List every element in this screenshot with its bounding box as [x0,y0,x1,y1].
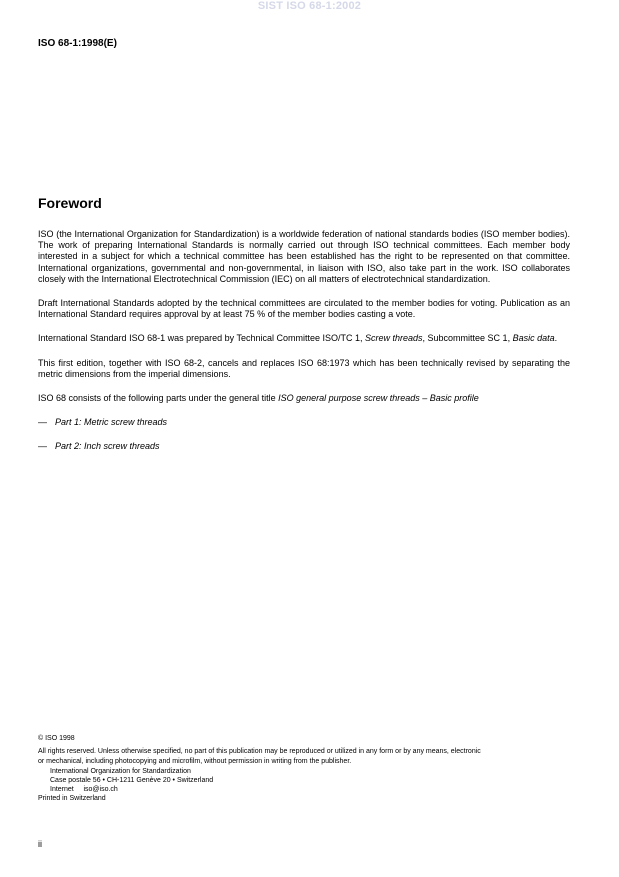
page-number: ii [38,839,42,849]
list-item [38,417,570,428]
internet-address: Internet iso@iso.ch [50,786,118,793]
watermark: SIST ISO 68-1:2002 [257,0,362,12]
parts-intro-text: ISO 68 consists of the following parts under the general title [38,393,279,404]
general-title: ISO general purpose screw threads – Basic profile [278,393,479,404]
printed-in: Printed in Switzerland [38,795,106,802]
organization-name: International Organization for Standardization [50,768,191,775]
part-title: Part 2: Inch screw threads [55,441,160,452]
postal-address: Case postale 56 • CH-1211 Genève 20 • Switzerland [50,777,214,784]
subcommittee-text: , Subcommittee SC 1, [422,333,513,344]
prepared-by-text: International Standard ISO 68-1 was prepared by Technical Committee ISO/TC 1, [38,333,365,344]
committee-name: Screw threads [365,333,423,344]
paragraph-parts-intro [38,393,570,404]
subcommittee-name: Basic data [512,333,555,344]
foreword-body [38,229,570,466]
list-dash: — [38,441,47,452]
copyright-notice: © ISO 1998 [38,735,75,742]
rights-line-2: or mechanical, including photocopying and microfilm, without permission in writing from the publisher. [38,758,352,765]
foreword-heading: Foreword [38,195,102,211]
paragraph-iso-description: ISO (the International Organization for Standardization) is a worldwide federation of national standards bodies (ISO member bodies). The work of preparing International Standards is normally carried out through ISO technical committees. Each member body interested in a subject for which a technical committee has been established has the right to be represented on that committee. International organizations, governmental and non-governmental, in liaison with ISO, also take part in the work. ISO collaborates closely with the International Electrotechnical Commission (IEC) on all matters of electrotechnical standardization. [38,229,570,284]
paragraph-edition: This first edition, together with ISO 68-2, cancels and replaces ISO 68:1973 which has been technically revised by separating the metric dimensions from the imperial dimensions. [38,357,570,379]
paragraph-draft-standards: Draft International Standards adopted by the technical committees are circulated to the member bodies for voting. Publication as an International Standard requires approval by at least 75 % of the member bodies casting a vote. [38,298,570,320]
copyright-footer [38,734,578,803]
list-dash: — [38,417,47,428]
rights-line-1: All rights reserved. Unless otherwise specified, no part of this publication may be reproduced or utilized in any form or by any means, electronic [38,748,481,755]
prepared-by-end: . [554,333,558,344]
paragraph-prepared-by [38,333,570,344]
list-item [38,441,570,452]
part-title: Part 1: Metric screw threads [55,417,168,428]
document-identifier: ISO 68-1:1998(E) [38,38,117,49]
